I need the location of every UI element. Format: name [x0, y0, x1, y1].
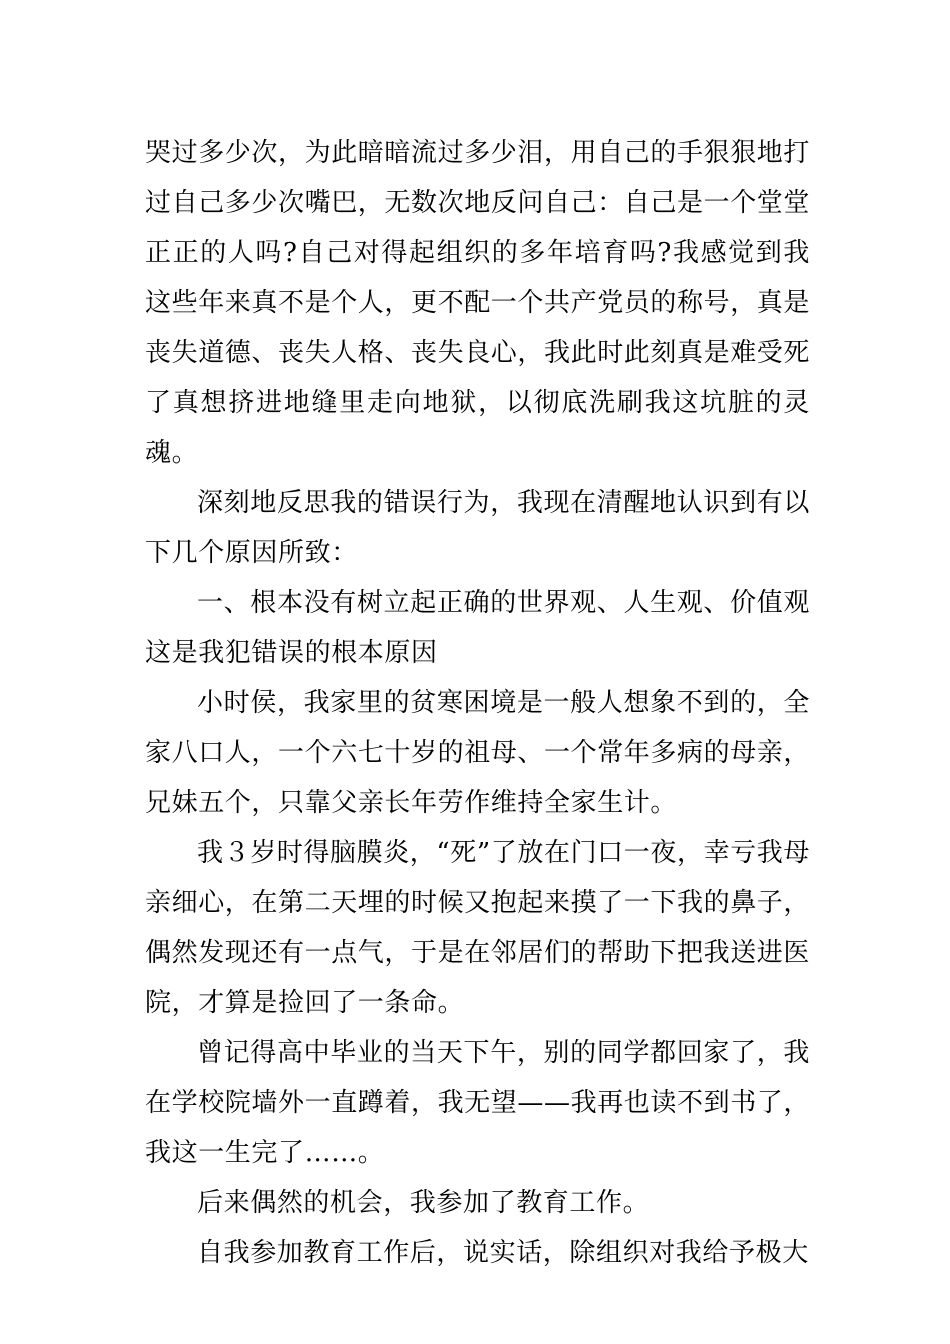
paragraph-7: 后来偶然的机会，我参加了教育工作。	[197, 1188, 650, 1218]
paragraph-6: 曾记得高中毕业的当天下午，别的同学都回家了，我在学校院墙外一直蹲着，我无望——我再也读不到书了，我这一生完了……。	[145, 1038, 811, 1168]
paragraph-5: 我３岁时得脑膜炎，“死”了放在门口一夜，幸亏我母亲细心，在第二天埋的时候又抱起来摸了一下我的鼻子，偶然发现还有一点气，于是在邻居们的帮助下把我送进医院，才算是捡回了一条命。	[145, 838, 811, 1018]
paragraph-3: 一、根本没有树立起正确的世界观、人生观、价值观这是我犯错误的根本原因	[145, 588, 810, 668]
paragraph-4: 小时侯，我家里的贫寒困境是一般人想象不到的，全家八口人，一个六七十岁的祖母、一个常年多病的母亲，兄妹五个，只靠父亲长年劳作维持全家生计。	[145, 688, 811, 818]
paragraph-2: 深刻地反思我的错误行为，我现在清醒地认识到有以下几个原因所致：	[145, 488, 810, 568]
paragraph-8: 自我参加教育工作后，说实话，除组织对我给予极大	[197, 1238, 809, 1268]
document-body	[145, 128, 810, 1278]
paragraph-1: 哭过多少次，为此暗暗流过多少泪，用自己的手狠狠地打过自己多少次嘴巴，无数次地反问自己：自己是一个堂堂正正的人吗?自己对得起组织的多年培育吗?我感觉到我这些年来真不是个人，更不配一个共产党员的称号，真是丧失道德、丧失人格、丧失良心，我此时此刻真是难受死了真想挤进地缝里走向地狱，以彻底洗刷我这坑脏的灵魂。	[145, 138, 811, 468]
